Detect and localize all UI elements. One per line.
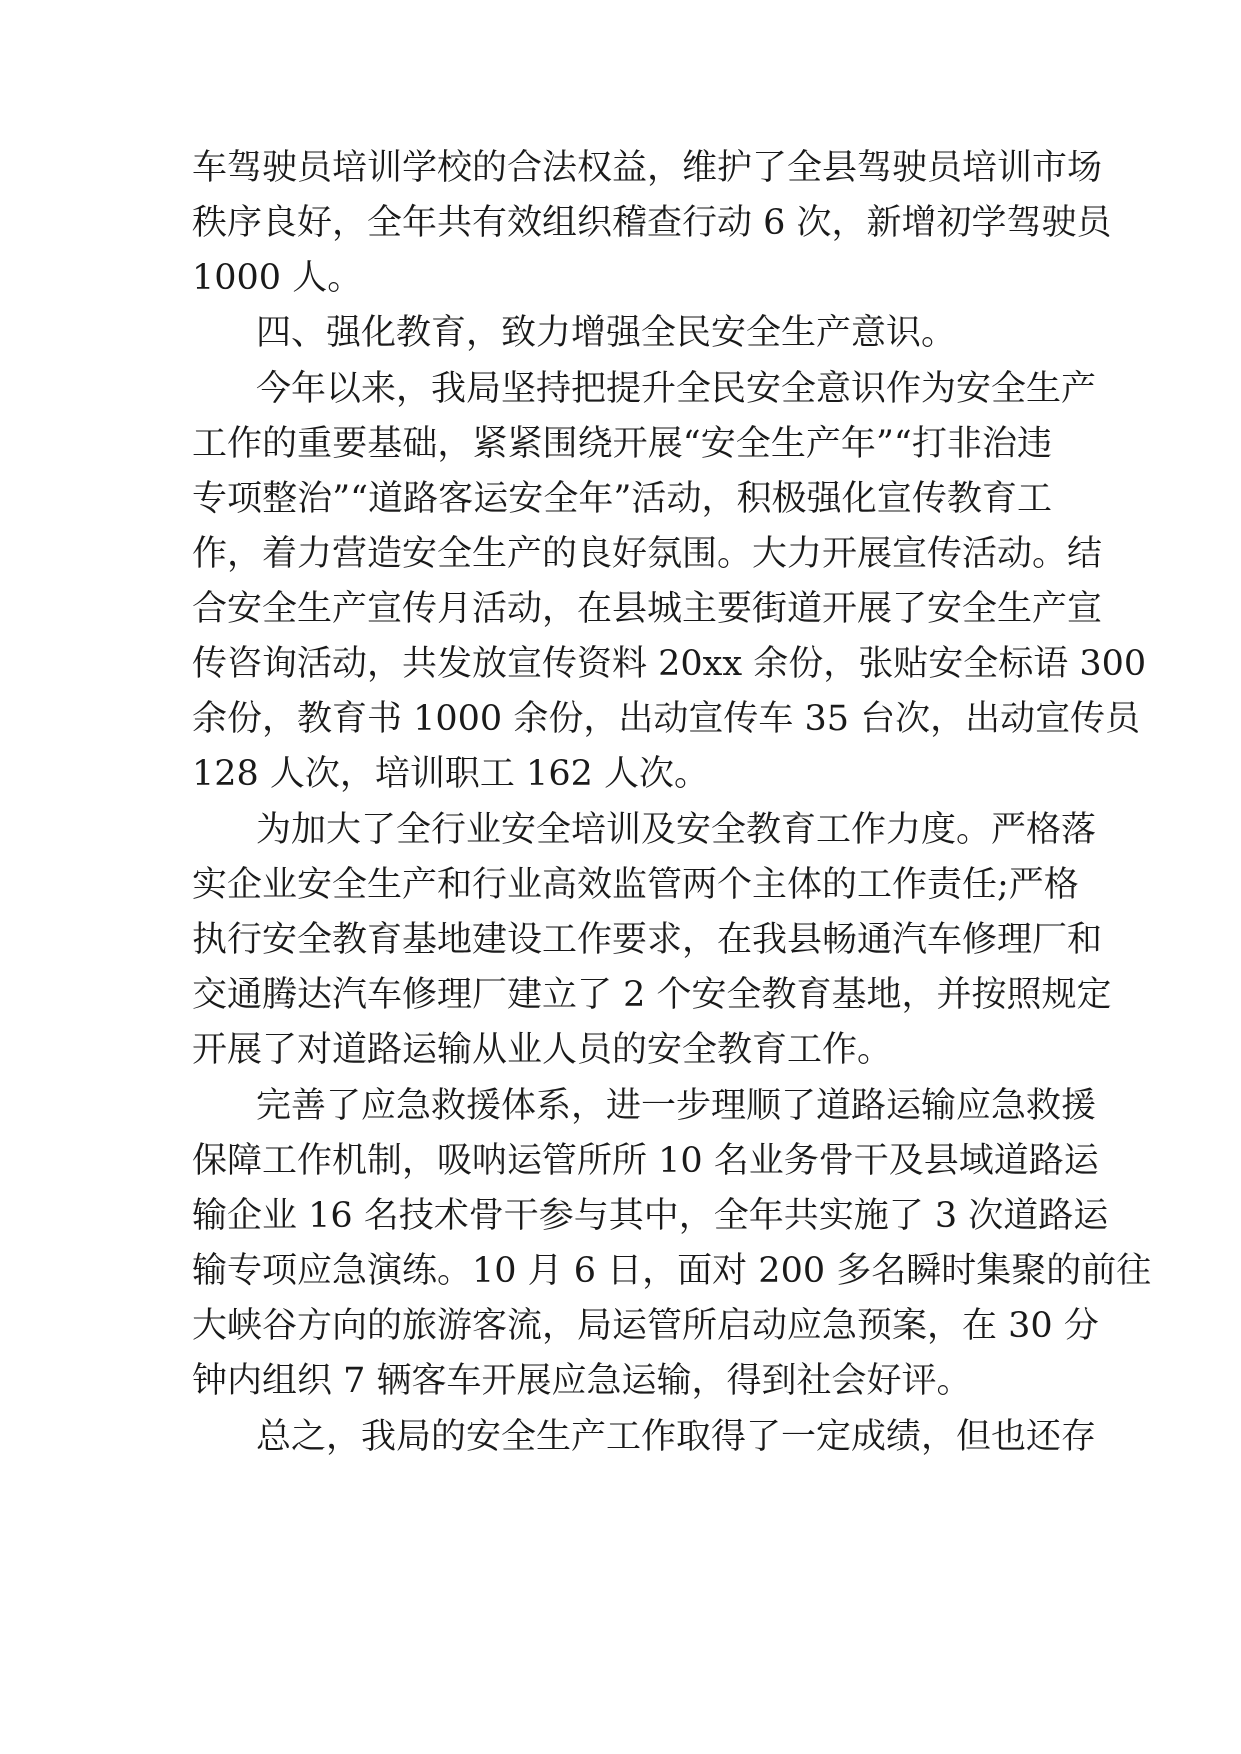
text-line: 余份，教育书 1000 余份，出动宣传车 35 台次，出动宣传员 (192, 699, 1141, 739)
text-line: 作，着力营造安全生产的良好氛围。大力开展宣传活动。结 (192, 534, 1103, 574)
text-line: 传咨询活动，共发放宣传资料 20xx 余份，张贴安全标语 300 (192, 644, 1147, 684)
text-line: 专项整治”“道路客运安全年”活动，积极强化宣传教育工 (192, 479, 1052, 519)
text-line: 为加大了全行业安全培训及安全教育工作力度。严格落 (256, 810, 1097, 850)
text-line: 车驾驶员培训学校的合法权益，维护了全县驾驶员培训市场 (192, 148, 1103, 188)
text-line: 执行安全教育基地建设工作要求，在我县畅通汽车修理厂和 (192, 920, 1103, 960)
text-line: 交通腾达汽车修理厂建立了 2 个安全教育基地，并按照规定 (192, 975, 1112, 1015)
text-line: 大峡谷方向的旅游客流，局运管所启动应急预案，在 30 分 (192, 1306, 1099, 1346)
text-line: 总之，我局的安全生产工作取得了一定成绩，但也还存 (256, 1417, 1097, 1457)
text-line: 开展了对道路运输从业人员的安全教育工作。 (192, 1030, 893, 1070)
text-line: 实企业安全生产和行业高效监管两个主体的工作责任;严格 (192, 865, 1079, 905)
text-line: 输专项应急演练。10 月 6 日，面对 200 多名瞬时集聚的前往 (192, 1251, 1152, 1291)
text-line: 工作的重要基础，紧紧围绕开展“安全生产年”“打非治违 (192, 424, 1052, 464)
text-line: 完善了应急救援体系，进一步理顺了道路运输应急救援 (256, 1086, 1097, 1126)
text-line: 1000 人。 (192, 258, 363, 298)
text-line: 今年以来，我局坚持把提升全民安全意识作为安全生产 (256, 369, 1097, 409)
text-line: 合安全生产宣传月活动，在县城主要街道开展了安全生产宣 (192, 589, 1103, 629)
text-line: 128 人次，培训职工 162 人次。 (192, 754, 709, 794)
text-line: 秩序良好，全年共有效组织稽查行动 6 次，新增初学驾驶员 (192, 203, 1112, 243)
text-line: 钟内组织 7 辆客车开展应急运输，得到社会好评。 (192, 1361, 972, 1401)
section-heading: 四、强化教育，致力增强全民安全生产意识。 (256, 313, 957, 353)
text-line: 输企业 16 名技术骨干参与其中，全年共实施了 3 次道路运 (192, 1196, 1109, 1236)
text-line: 保障工作机制，吸呐运管所所 10 名业务骨干及县域道路运 (192, 1141, 1099, 1181)
